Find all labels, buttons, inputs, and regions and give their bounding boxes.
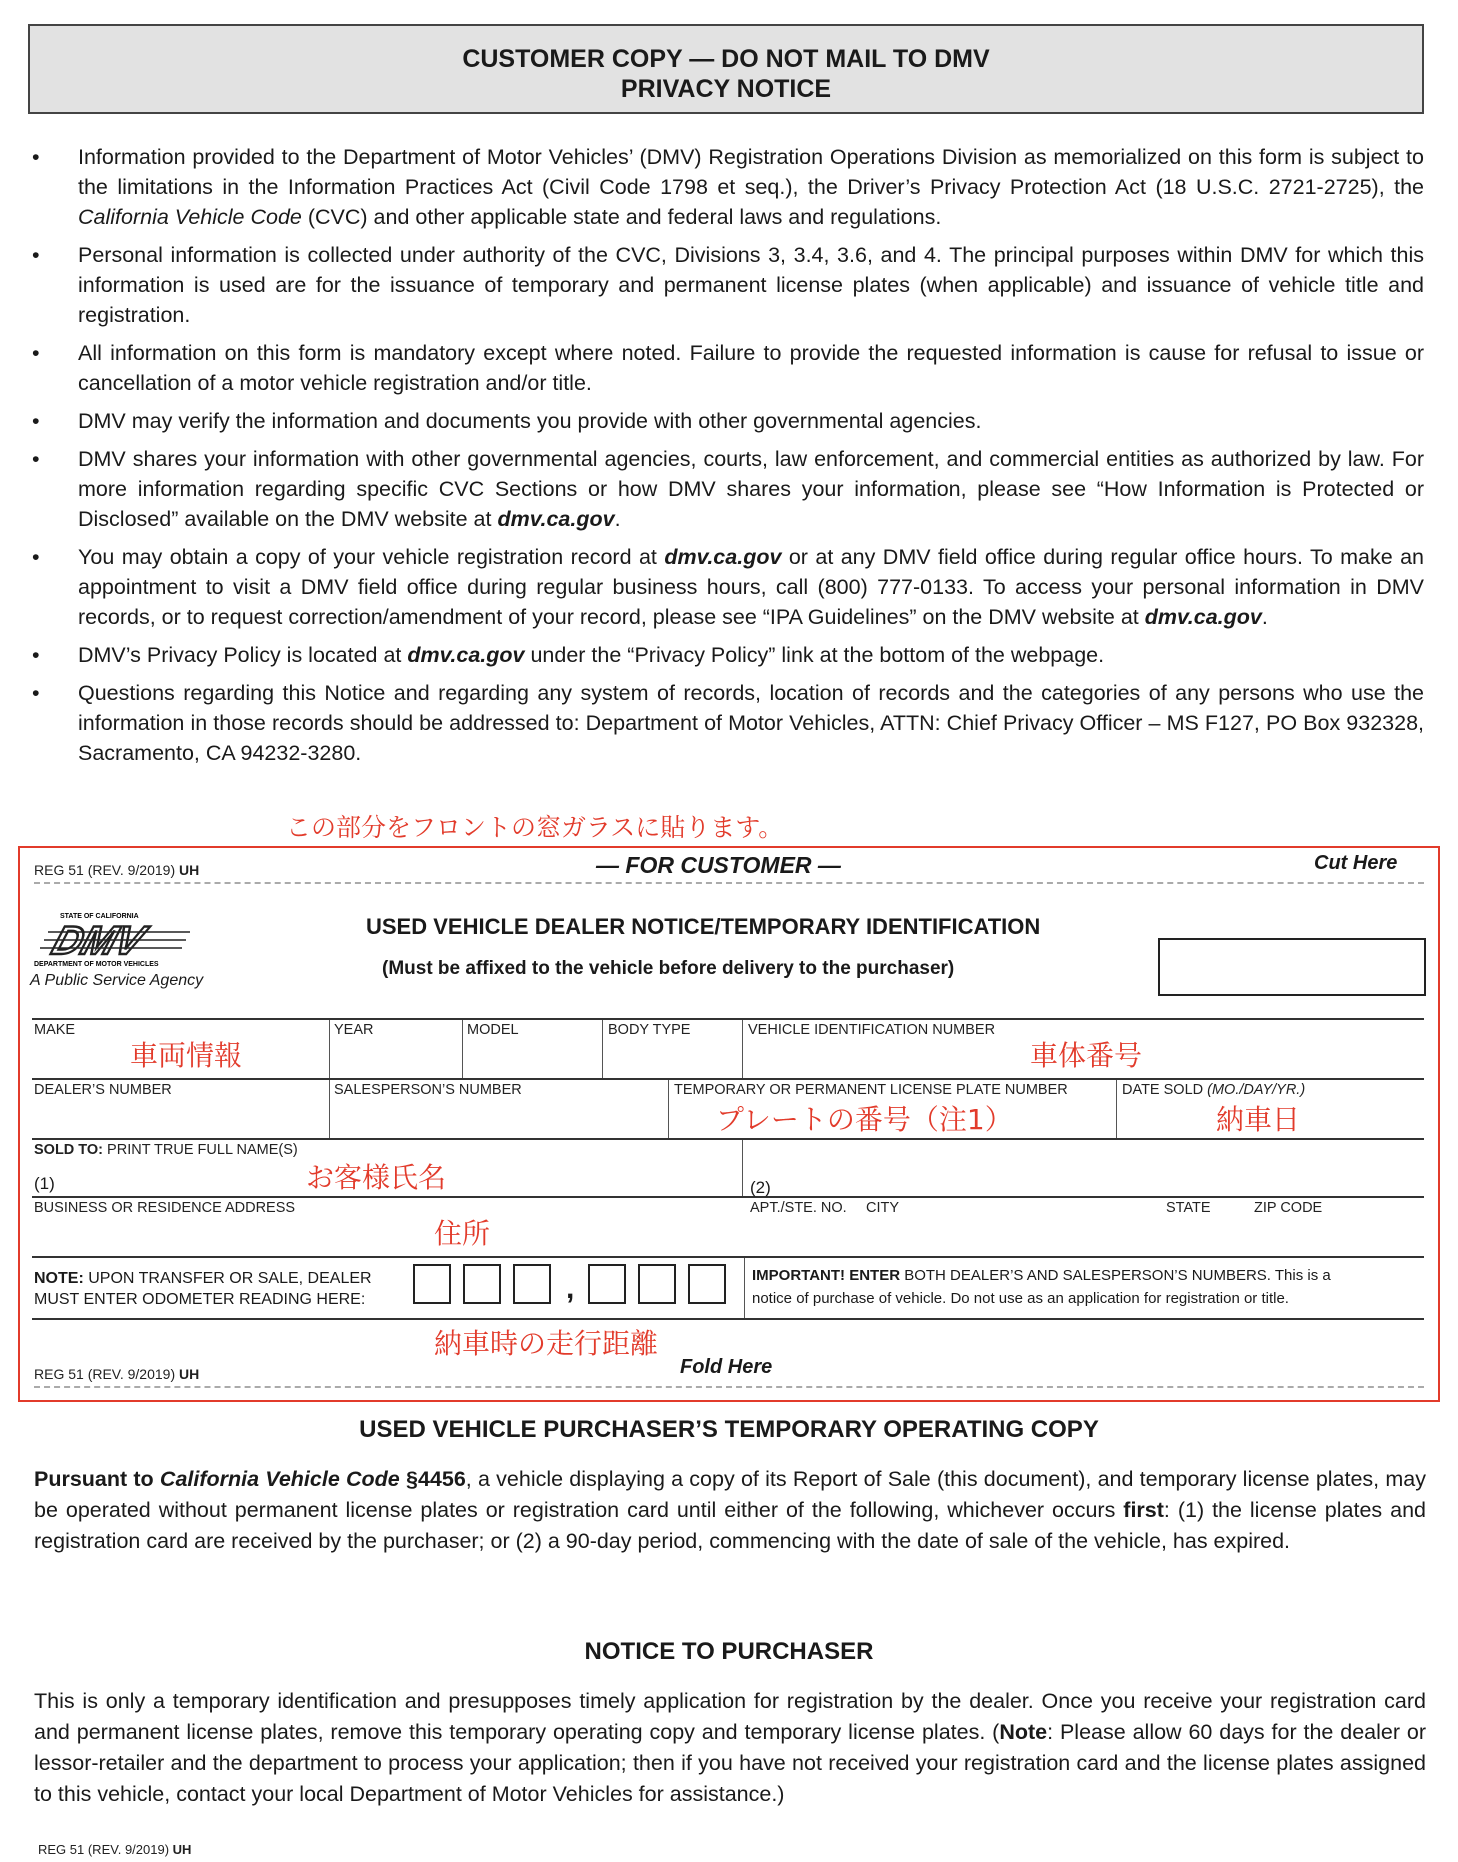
name2-label: (2) bbox=[750, 1178, 771, 1197]
odometer-digit-6[interactable] bbox=[688, 1264, 726, 1304]
card-annotation: この部分をフロントの窓ガラスに貼ります。 bbox=[286, 813, 784, 842]
address-annotation: 住所 bbox=[434, 1217, 491, 1250]
important-note: IMPORTANT! ENTER BOTH DEALER’S AND SALESPERSON’S NUMBERS. This is a notice of purchase of vehicle. Do not use as an application for registration or title. bbox=[752, 1267, 1331, 1307]
privacy-bullet bbox=[28, 678, 1424, 768]
bullet-dot: • bbox=[32, 145, 40, 169]
bullet-dot: • bbox=[32, 341, 40, 365]
bullet-text: Information provided to the Department of Motor Vehicles’ (DMV) Registration Operations Division as memorialized on this form is subject to the limitations in the Information Practices Act (Civil Code 1798 et seq.), the Driver’s Privacy Protection Act (18 U.S.C. 2721-2725), the California Vehicle Code (CVC) and other applicable state and federal laws and regulations. bbox=[78, 145, 1424, 229]
logo-dmv-text: DMV bbox=[46, 917, 151, 963]
model-label: MODEL bbox=[467, 1022, 519, 1038]
plate-annotation: プレートの番号（注1） bbox=[716, 1103, 1013, 1136]
footer-form-id: REG 51 (REV. 9/2019) UH bbox=[38, 1842, 192, 1857]
privacy-bullet-list bbox=[28, 142, 1424, 776]
odometer-digit-5[interactable] bbox=[638, 1264, 676, 1304]
date-sold-label: DATE SOLD (MO./DAY/YR.) bbox=[1122, 1082, 1306, 1098]
privacy-bullet bbox=[28, 444, 1424, 534]
bullet-dot: • bbox=[32, 409, 40, 433]
vehicle-info-annotation: 車両情報 bbox=[130, 1039, 243, 1072]
privacy-bullet bbox=[28, 640, 1424, 670]
odometer-digit-3[interactable] bbox=[513, 1264, 551, 1304]
privacy-bullet bbox=[28, 240, 1424, 330]
odometer-note: NOTE: UPON TRANSFER OR SALE, DEALER MUST ENTER ODOMETER READING HERE: bbox=[34, 1270, 372, 1308]
bullet-text: DMV shares your information with other governmental agencies, courts, law enforcement, and commercial entities as authorized by law. For more information regarding specific CVC Sections or how DMV shares your information, please see “How Information is Protected or Disclosed” available on the DMV website at dmv.ca.gov. bbox=[78, 447, 1424, 531]
odometer-annotation: 納車時の走行距離 bbox=[434, 1327, 659, 1360]
privacy-bullet bbox=[28, 406, 1424, 436]
notice-to-purchaser-paragraph: This is only a temporary identification and presupposes timely application for registration by the dealer. Once you receive your registration card and permanent license plates, remove this temporary operating copy and temporary license plates. (Note: Please allow 60 days for the dealer or lessor-retailer and the department to process your application; then if you have not received your registration card and the license plates assigned to this vehicle, contact your local Department of Motor Vehicles for assistance.) bbox=[34, 1689, 1426, 1806]
bullet-text: Questions regarding this Notice and regarding any system of records, location of records and the categories of any persons who use the information in those records should be addressed to: Department of Motor Vehicles, ATTN: Chief Privacy Officer – MS F127, PO Box 932328, Sacramento, CA 94232-3280. bbox=[78, 681, 1424, 765]
odometer-digit-1[interactable] bbox=[413, 1264, 451, 1304]
logo-state-text: STATE OF CALIFORNIA bbox=[60, 913, 139, 920]
odometer-comma: , bbox=[566, 1272, 575, 1305]
bullet-text: All information on this form is mandatory except where noted. Failure to provide the requested information is cause for refusal to issue or cancellation of a motor vehicle registration and/or title. bbox=[78, 341, 1424, 395]
vin-label: VEHICLE IDENTIFICATION NUMBER bbox=[748, 1022, 996, 1038]
privacy-bullet bbox=[28, 142, 1424, 232]
body-type-label: BODY TYPE bbox=[608, 1022, 691, 1038]
name1-label: (1) bbox=[34, 1174, 55, 1193]
state-label: STATE bbox=[1166, 1200, 1211, 1216]
logo-dept-text: DEPARTMENT OF MOTOR VEHICLES bbox=[34, 961, 159, 968]
agency-tagline: A Public Service Agency bbox=[30, 972, 204, 989]
fold-line bbox=[34, 1386, 1424, 1388]
for-customer-label: — FOR CUSTOMER — bbox=[596, 852, 841, 878]
bullet-text: DMV’s Privacy Policy is located at dmv.ca.gov under the “Privacy Policy” link at the bottom of the webpage. bbox=[78, 643, 1105, 667]
privacy-bullet bbox=[28, 338, 1424, 398]
card-subtitle: (Must be affixed to the vehicle before delivery to the purchaser) bbox=[382, 958, 955, 979]
bullet-dot: • bbox=[32, 643, 40, 667]
privacy-bullet bbox=[28, 542, 1424, 632]
notice-header bbox=[28, 24, 1424, 114]
bullet-dot: • bbox=[32, 243, 40, 267]
bullet-text: You may obtain a copy of your vehicle registration record at dmv.ca.gov or at any DMV field office during regular office hours. To make an appointment to visit a DMV field office during regular business hours, call (800) 777-0133. To access your personal information in DMV records, or to request correction/amendment of your record, please see “IPA Guidelines” on the DMV website at dmv.ca.gov. bbox=[78, 545, 1424, 629]
year-label: YEAR bbox=[334, 1022, 374, 1038]
vin-annotation: 車体番号 bbox=[1030, 1039, 1143, 1072]
cut-line bbox=[34, 882, 1424, 884]
operating-copy-paragraph: Pursuant to California Vehicle Code §4456, a vehicle displaying a copy of its Report of Sale (this document), and temporary license plates, may be operated without permanent license plates or registration card until either of the following, whichever occurs first: (1) the license plates and registration card are received by the purchaser; or (2) a 90-day period, commencing with the date of sale of the vehicle, has expired. bbox=[34, 1467, 1426, 1553]
make-label: MAKE bbox=[34, 1022, 76, 1038]
bullet-text: DMV may verify the information and documents you provide with other governmental agencies. bbox=[78, 409, 982, 433]
permit-number-box[interactable] bbox=[1158, 938, 1426, 996]
zip-label: ZIP CODE bbox=[1254, 1200, 1323, 1216]
apt-label: APT./STE. NO. bbox=[750, 1200, 847, 1216]
dmv-logo bbox=[34, 910, 204, 970]
operating-copy-title: USED VEHICLE PURCHASER’S TEMPORARY OPERATING COPY bbox=[359, 1416, 1099, 1443]
header-line2: PRIVACY NOTICE bbox=[620, 75, 832, 103]
city-label: CITY bbox=[866, 1200, 900, 1216]
bullet-dot: • bbox=[32, 447, 40, 471]
date-sold-annotation: 納車日 bbox=[1216, 1103, 1301, 1136]
bullet-dot: • bbox=[32, 681, 40, 705]
card-form-id-bottom: REG 51 (REV. 9/2019) UH bbox=[34, 1366, 200, 1382]
address-label: BUSINESS OR RESIDENCE ADDRESS bbox=[34, 1200, 296, 1216]
cut-here-label: Cut Here bbox=[1314, 852, 1398, 874]
header-line1: CUSTOMER COPY — DO NOT MAIL TO DMV bbox=[462, 45, 990, 73]
bullet-text: Personal information is collected under authority of the CVC, Divisions 3, 3.4, 3.6, and 4. The principal purposes within DMV for which this information is used are for the issuance of temporary and permanent license plates (when applicable) and issuance of vehicle title and registration. bbox=[78, 243, 1424, 327]
dealer-number-label: DEALER’S NUMBER bbox=[34, 1082, 172, 1098]
salesperson-number-label: SALESPERSON’S NUMBER bbox=[334, 1082, 522, 1098]
customer-name-annotation: お客様氏名 bbox=[306, 1161, 447, 1194]
odometer-digit-4[interactable] bbox=[588, 1264, 626, 1304]
card-title: USED VEHICLE DEALER NOTICE/TEMPORARY IDENTIFICATION bbox=[366, 914, 1041, 939]
odometer-digit-2[interactable] bbox=[463, 1264, 501, 1304]
plate-number-label: TEMPORARY OR PERMANENT LICENSE PLATE NUMBER bbox=[674, 1082, 1068, 1098]
notice-to-purchaser-title: NOTICE TO PURCHASER bbox=[584, 1638, 874, 1665]
fold-here-label: Fold Here bbox=[680, 1356, 773, 1378]
sold-to-label: SOLD TO: PRINT TRUE FULL NAME(S) bbox=[34, 1142, 298, 1158]
card-form-id-top: REG 51 (REV. 9/2019) UH bbox=[34, 862, 200, 878]
bullet-dot: • bbox=[32, 545, 40, 569]
